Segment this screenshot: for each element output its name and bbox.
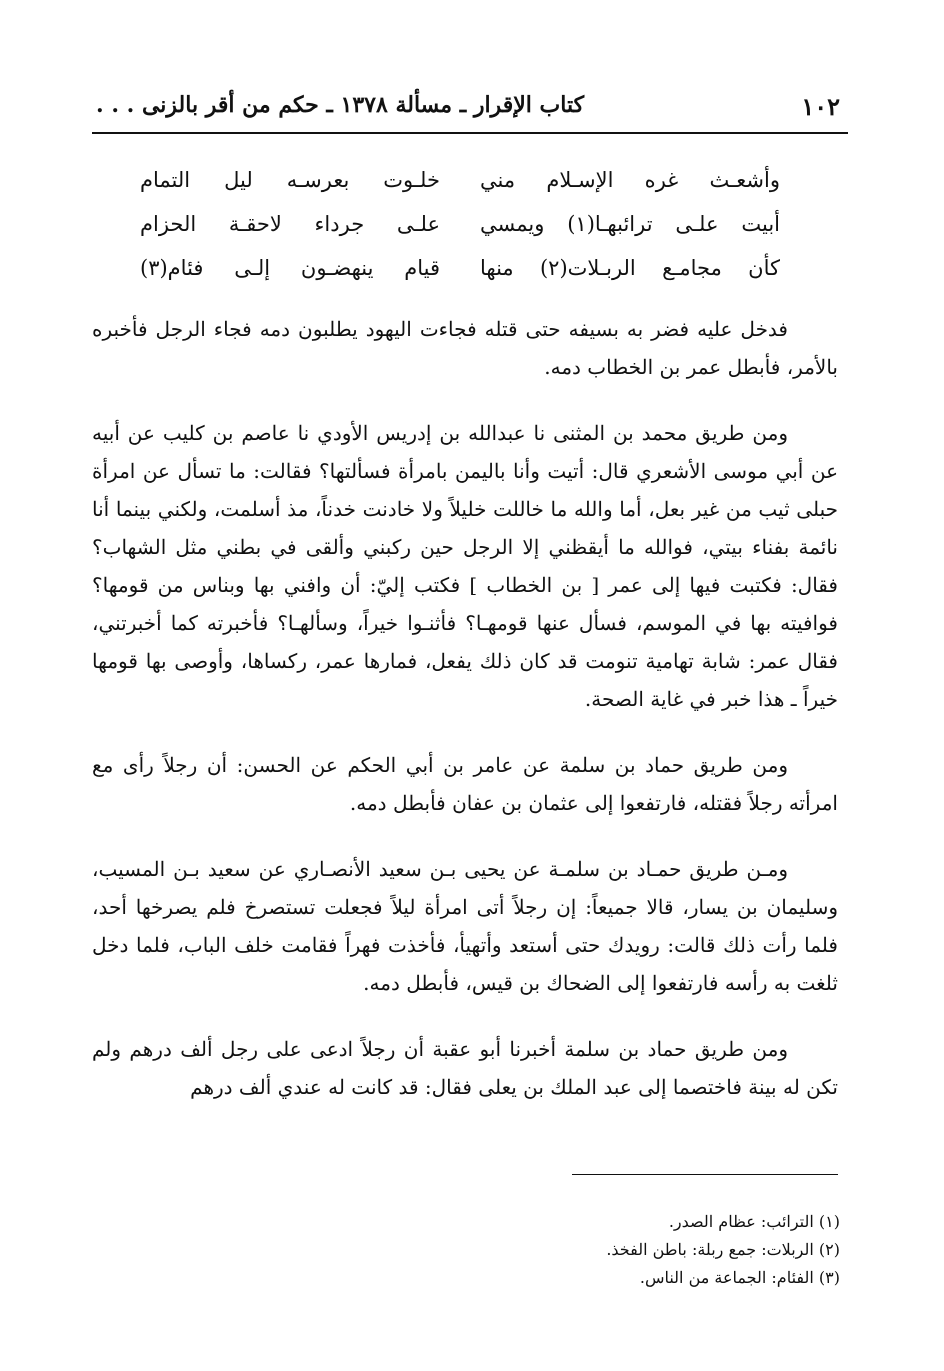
page-number: ١٠٢	[801, 92, 840, 121]
poem	[140, 168, 780, 300]
poem-verse	[140, 168, 780, 212]
footnotes	[240, 1208, 840, 1292]
poem-verse	[140, 256, 780, 300]
footnote-separator	[572, 1174, 838, 1175]
paragraph: ومـن طريق حمـاد بن سلمـة عن يحيى بـن سعيد الأنصـاري عن سعيد بـن المسيب، وسليمان بن يسار، قالا جميعاً: إن رجلاً أتى امرأة ليلاً فجعلت تستصرخ فلم يصرخها أحد، فلما رأت ذلك قالت: رويدك حتى أستعد وأتهيأ، فأخذت فهراً فقامت خلف الباب، فلما دخل ثلغت به رأسه فارتفعوا إلى الضحاك بن قيس، فأبطل دمه.	[92, 857, 838, 995]
paragraph: ومن طريق حماد بن سلمة أخبرنا أبو عقبة أن رجلاً ادعى على رجل ألف درهم ولم تكن له بينة فاختصما إلى عبد الملك بن يعلى فقال: قد كانت له عندي ألف درهم	[92, 1037, 838, 1099]
verse-first-half: كأن مجامـع الربـلات(٢) منها	[480, 256, 780, 280]
paragraph: ومن طريق حماد بن سلمة عن عامر بن أبي الحكم عن الحسن: أن رجلاً رأى مع امرأته رجلاً فقتله، فارتفعوا إلى عثمان بن عفان فأبطل دمه.	[92, 753, 838, 815]
poem-verse	[140, 212, 780, 256]
verse-second-half: قيام ينهضـون إلـى فئام(٣)	[140, 256, 440, 280]
body-text	[92, 310, 838, 1134]
running-title: كتاب الإقرار ـ مسألة ١٣٧٨ ـ حكم من أقر بالزنى . . .	[96, 92, 585, 118]
verse-second-half: علـى جرداء لاحقـة الحزام	[140, 212, 440, 236]
footnote: (٣) الفئام: الجماعة من الناس.	[639, 1268, 840, 1287]
footnote: (٢) الربلات: جمع ربلة: باطن الفخذ.	[606, 1240, 840, 1259]
paragraph: فدخل عليه فضر به بسيفه حتى قتله فجاءت اليهود يطلبون دمه فجاء الرجل فأخبره بالأمر، فأبطل عمر بن الخطاب دمه.	[92, 317, 838, 379]
paragraph: ومن طريق محمد بن المثنى نا عبدالله بن إدريس الأودي نا عاصم بن كليب عن أبيه عن أبي موسى الأشعري قال: أتيت وأنا باليمن بامرأة فسألتها؟ فقالت: ما تسأل عن امرأة حبلى ثيب من غير بعل، أما والله ما خاللت خليلاً ولا خادنت خدناً، مذ أسلمت، ولكني بينما أنا نائمة بفناء بيتي، فوالله ما أيقظني إلا الرجل حين ركبني وألقى في بطني مثل الشهاب؟ فقال: فكتبت فيها إلى عمر [ بن الخطاب ] فكتب إليّ: أن وافني بها وبناس من قومها؟ فوافيته بها في الموسم، فسأل عنها قومهـا؟ فأثنـوا خيراً، وسألهـا؟ فأخبرته كما أخبرتني، فقال عمر: شابة تهامية تنومت قد كان ذلك يفعل، فمارها عمر، ركساها، وأوصى بها قومها خيراً ـ هذا خبر في غاية الصحة.	[92, 421, 838, 711]
verse-first-half: وأشعـث غره الإسـلام مني	[480, 168, 780, 192]
footnote: (١) الترائب: عظام الصدر.	[668, 1212, 840, 1231]
verse-first-half: أبيت علـى ترائبهـا(١) ويمسي	[480, 212, 781, 236]
page-header	[92, 92, 848, 134]
verse-second-half: خلـوت بعرسـه ليل التمام	[140, 168, 440, 192]
